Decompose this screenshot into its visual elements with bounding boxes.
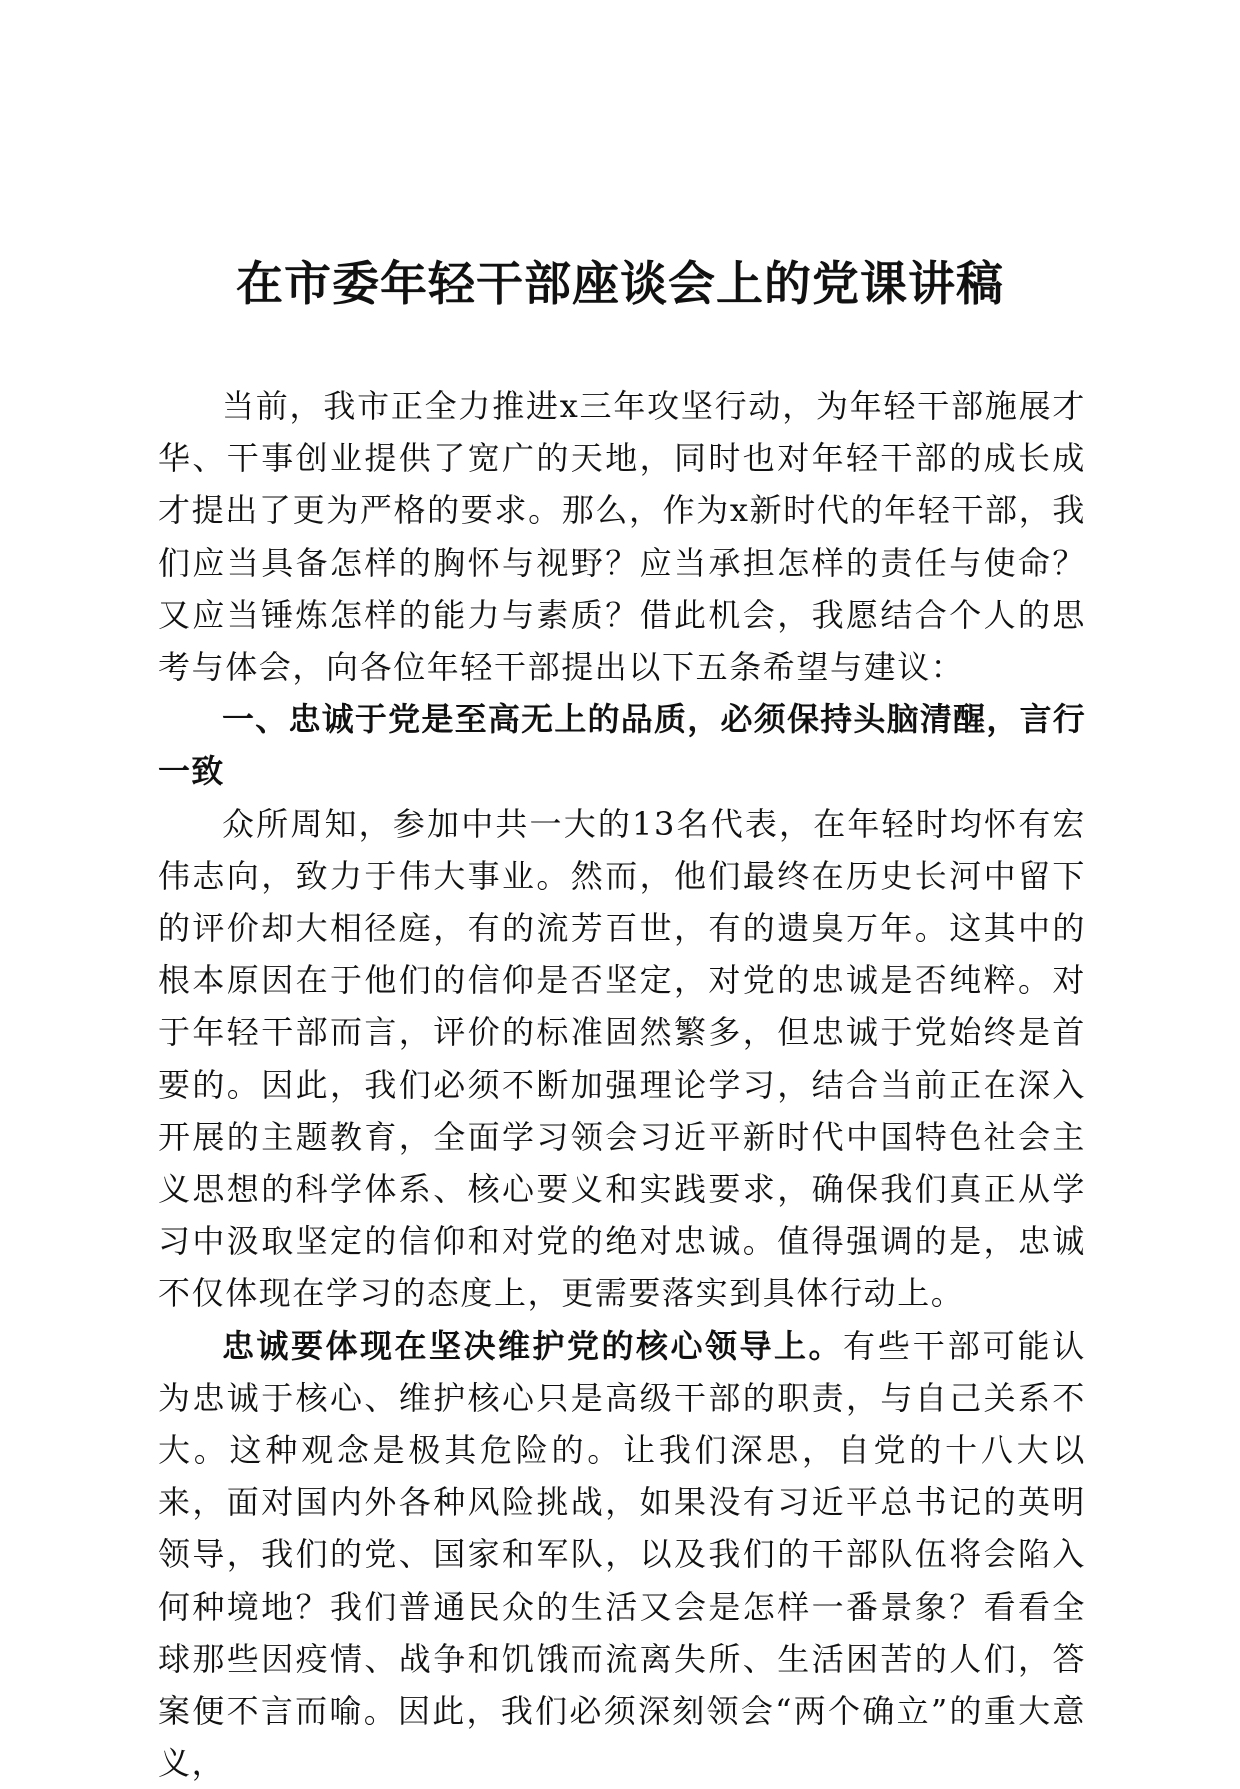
section-heading-1: 一、忠诚于党是至高无上的品质，必须保持头脑清醒，言行一致	[158, 700, 1086, 791]
document-title: 在市委年轻干部座谈会上的党课讲稿	[236, 257, 1004, 312]
section-1-paragraph-1-text: 众所周知，参加中共一大的13名代表，在年轻时均怀有宏伟志向，致力于伟大事业。然而，他们最终在历史长河中留下的评价却大相径庭，有的流芳百世，有的遗臭万年。这其中的根本原因在于他们的信仰是否坚定，对党的忠诚是否纯粹。对于年轻干部而言，评价的标准固然繁多，但忠诚于党始终是首要的。因此，我们必须不断加强理论学习，结合当前正在深入开展的主题教育，全面学习领会习近平新时代中国特色社会主义思想的科学体系、核心要义和实践要求，确保我们真正从学习中汲取坚定的信仰和对党的绝对忠诚。值得强调的是，忠诚不仅体现在学习的态度上，更需要落实到具体行动上。	[158, 804, 1086, 1313]
section-1-paragraph-2-text: 有些干部可能认为忠诚于核心、维护核心只是高级干部的职责，与自己关系不大。这种观念是极其危险的。让我们深思，自党的十八大以来，面对国内外各种风险挑战，如果没有习近平总书记的英明领导，我们的党、国家和军队，以及我们的干部队伍将会陷入何种境地？我们普通民众的生活又会是怎样一番景象？看看全球那些因疫情、战争和饥饿而流离失所、生活困苦的人们，答案便不言而喻。因此，我们必须深刻领会“两个确立”的重大意义，	[158, 1326, 1086, 1783]
document-body	[158, 380, 1086, 1789]
intro-paragraph	[158, 380, 1086, 693]
section-1-paragraph-2	[158, 1320, 1086, 1789]
paragraph-lead-sentence: 忠诚要体现在坚决维护党的核心领导上。	[222, 1326, 843, 1365]
section-1-paragraph-1	[158, 798, 1086, 1320]
intro-paragraph-text: 当前，我市正全力推进x三年攻坚行动，为年轻干部施展才华、干事创业提供了宽广的天地，同时也对年轻干部的成长成才提出了更为严格的要求。那么，作为x新时代的年轻干部，我们应当具备怎样的胸怀与视野？应当承担怎样的责任与使命？又应当锤炼怎样的能力与素质？借此机会，我愿结合个人的思考与体会，向各位年轻干部提出以下五条希望与建议：	[158, 387, 1086, 687]
